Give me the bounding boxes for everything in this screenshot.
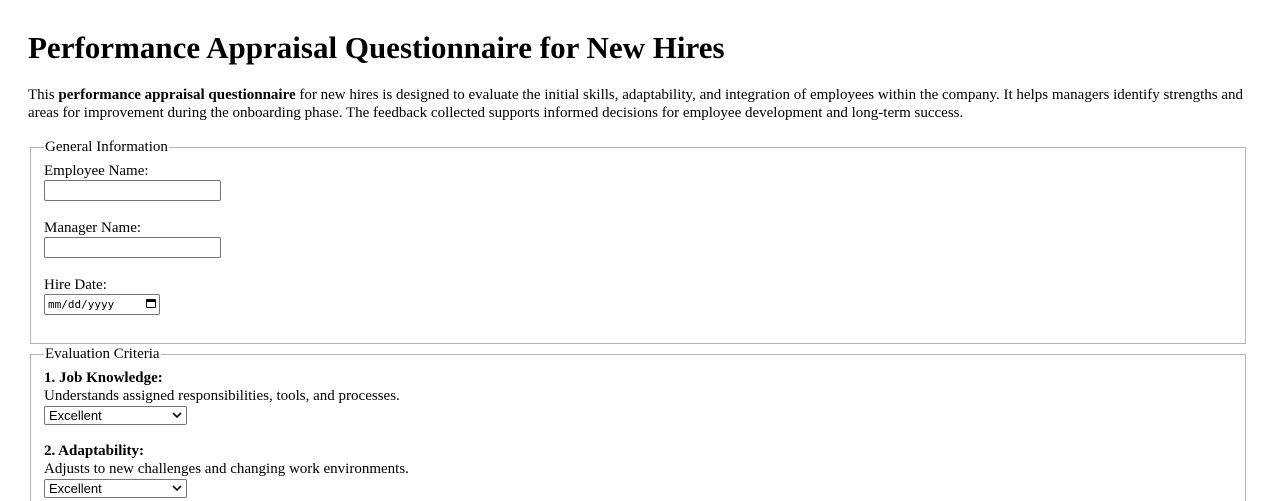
evaluation-criteria-section	[30, 346, 1246, 501]
chevron-down-icon	[172, 410, 182, 420]
adaptability-description: Adjusts to new challenges and changing work environments.	[44, 461, 409, 477]
page-title: Performance Appraisal Questionnaire for New Hires	[28, 30, 725, 65]
job-knowledge-select[interactable]	[44, 406, 187, 425]
employee-name-label: Employee Name:	[44, 163, 149, 179]
hire-date-placeholder: mm/dd/yyyy	[48, 298, 115, 311]
calendar-icon[interactable]	[146, 299, 156, 308]
general-information-legend: General Information	[45, 139, 168, 155]
adaptability-title: 2. Adaptability:	[44, 443, 145, 459]
hire-date-input[interactable]	[44, 294, 160, 315]
job-knowledge-description: Understands assigned responsibilities, tools, and processes.	[44, 388, 400, 404]
adaptability-select[interactable]	[44, 479, 187, 498]
chevron-down-icon	[172, 483, 182, 493]
intro-text-end: for new hires is designed to evaluate the initial skills, adaptability, and integration of employees within the company. It helps managers identify strengths and areas for improvement during the onboarding phase. The feedback collected supports informed decisions for employee development and long-term success.	[28, 87, 1244, 121]
manager-name-input[interactable]	[44, 237, 221, 258]
evaluation-criteria-legend: Evaluation Criteria	[45, 346, 160, 362]
job-knowledge-selected-value: Excellent	[49, 408, 102, 423]
job-knowledge-title: 1. Job Knowledge:	[44, 370, 163, 386]
manager-name-label: Manager Name:	[44, 220, 142, 236]
intro-text-start: This	[28, 87, 59, 103]
adaptability-selected-value: Excellent	[49, 481, 102, 496]
employee-name-input[interactable]	[44, 180, 221, 201]
intro-emphasis: performance appraisal questionnaire	[58, 87, 296, 103]
hire-date-label: Hire Date:	[44, 277, 107, 293]
general-information-section	[30, 139, 1246, 344]
intro-paragraph	[28, 86, 1253, 122]
